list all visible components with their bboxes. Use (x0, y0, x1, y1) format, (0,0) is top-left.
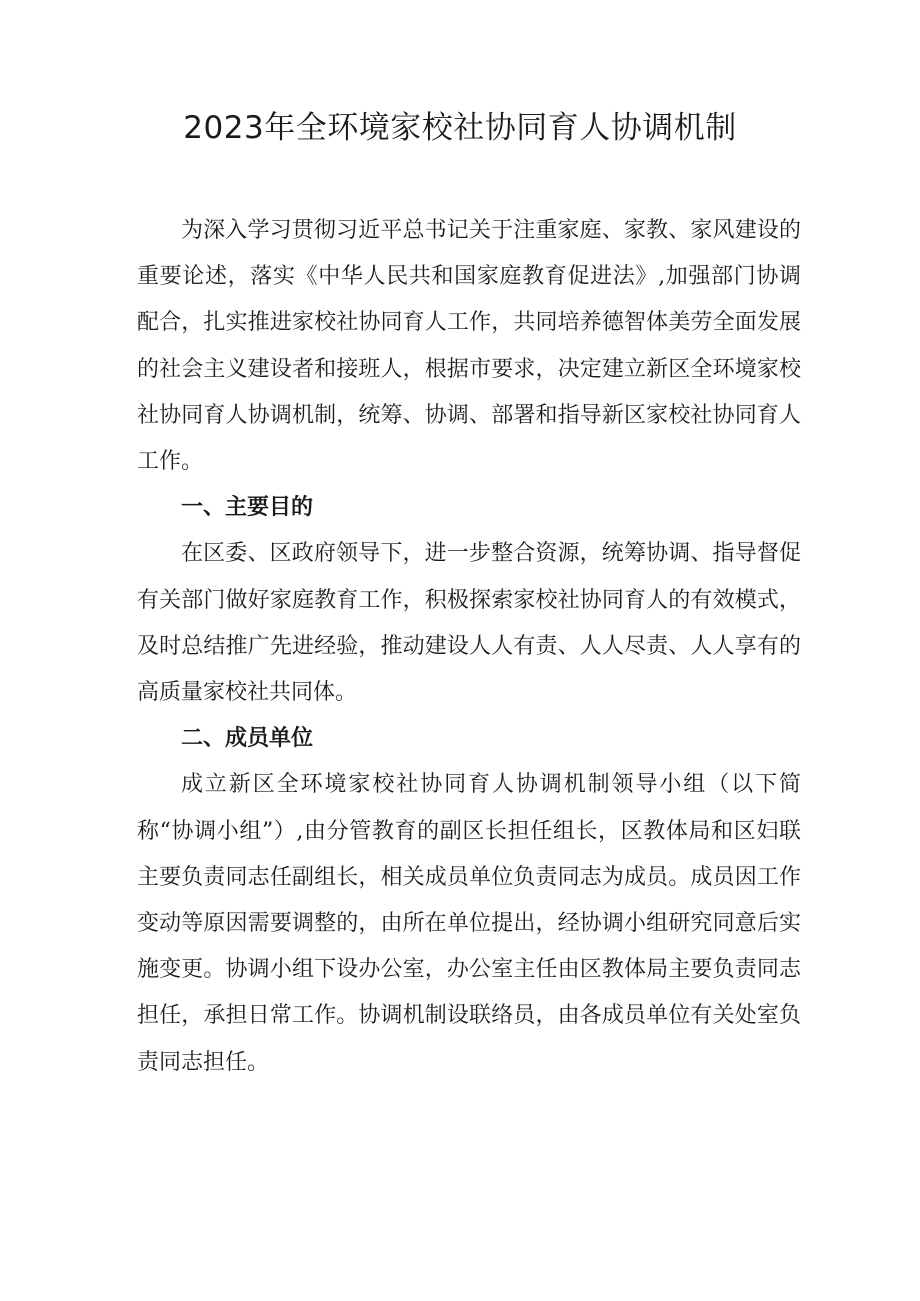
section-paragraph-members: 成立新区全环境家校社协同育人协调机制领导小组（以下简称“协调小组”）,由分管教育的副区长担任组长，区教体局和区妇联主要负责同志任副组长，相关成员单位负责同志为成员。成员因工作变动等原因需要调整的，由所在单位提出，经协调小组研究同意后实施变更。协调小组下设办公室，办公室主任由区教体局主要负责同志担任，承担日常工作。协调机制设联络员，由各成员单位有关处室负责同志担任。 (137, 772, 801, 1075)
section-heading-purpose: 一、主要目的 (181, 495, 314, 521)
section-paragraph-purpose: 在区委、区政府领导下，进一步整合资源，统筹协调、指导督促有关部门做好家庭教育工作，积极探索家校社协同育人的有效模式，及时总结推广先进经验，推动建设人人有责、人人尽责、人人享有的高质量家校社共同体。 (137, 541, 801, 706)
document-body (137, 208, 801, 1086)
intro-paragraph: 为深入学习贯彻习近平总书记关于注重家庭、家教、家风建设的重要论述，落实《中华人民共和国家庭教育促进法》,加强部门协调配合，扎实推进家校社协同育人工作，共同培养德智体美劳全面发展的社会主义建设者和接班人，根据市要求，决定建立新区全环境家校社协同育人协调机制，统筹、协调、部署和指导新区家校社协同育人工作。 (137, 218, 801, 475)
document-title: 2023年全环境家校社协同育人协调机制 (183, 110, 737, 146)
section-heading-members: 二、成员单位 (181, 726, 314, 752)
